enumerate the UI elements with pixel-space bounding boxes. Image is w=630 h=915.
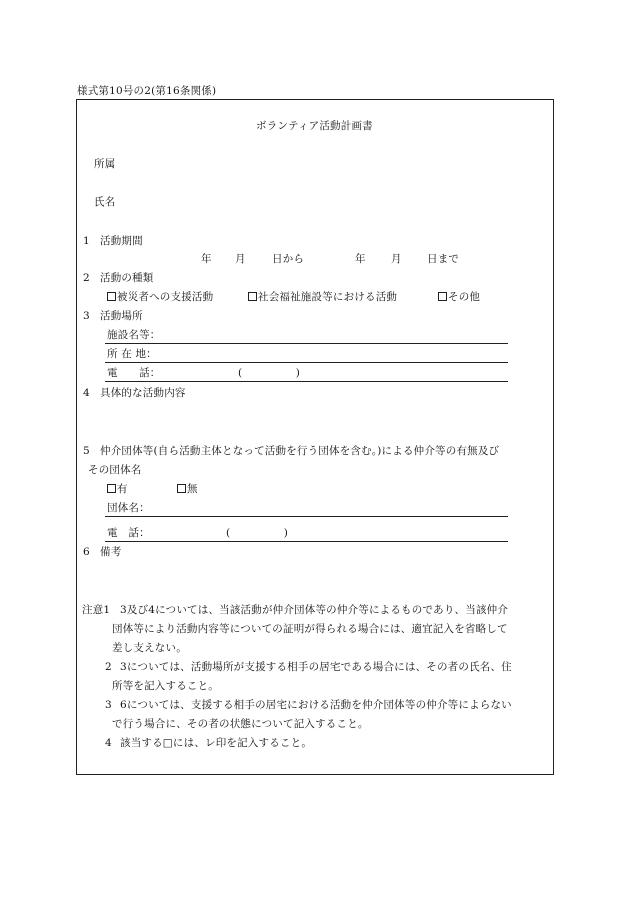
period-day-from: 日から (272, 253, 305, 265)
period-day-to: 日まで (427, 253, 460, 265)
form-frame (76, 99, 554, 775)
note2-number: 2 (105, 661, 112, 673)
period-year-to: 年 (355, 253, 366, 265)
note3-number: 3 (105, 699, 112, 711)
form-number: 様式第10号の2(第16条関係) (77, 85, 217, 97)
org-name-field-line[interactable] (105, 516, 508, 517)
place-phone-label: 電 話： (107, 367, 161, 379)
item4-label: 具体的な活動内容 (100, 387, 186, 399)
item3-number: 3 (83, 310, 90, 322)
org-phone-paren: ( ) (226, 527, 289, 539)
intermediary-yes[interactable]: 有 (107, 484, 128, 495)
type-option-disaster[interactable]: 被災者への支援活動 (107, 292, 213, 303)
item2-number: 2 (83, 272, 90, 284)
item6-label: 備考 (100, 546, 122, 558)
note4-number: 4 (105, 737, 112, 749)
item1-number: 1 (83, 235, 90, 247)
form-title: ボランティア活動計画書 (256, 120, 373, 132)
place-phone-field-line[interactable] (105, 381, 508, 382)
note1-line2: 団体等により活動内容等についての証明が得られる場合には、適宜記入を省略して (112, 623, 508, 635)
period-month-to: 月 (391, 253, 402, 265)
item1-label: 活動期間 (100, 235, 143, 247)
item5-label-line1: 仲介団体等(自ら活動主体となって活動を行う団体を含む。)による仲介等の有無及び (100, 445, 500, 457)
note1-line1: 3及び4については、当該活動が仲介団体等の仲介等によるものであり、当該仲介 (120, 604, 509, 616)
facility-label: 施設名等： (107, 329, 161, 341)
item3-label: 活動場所 (100, 310, 143, 322)
note1-line3: 差し支えない。 (112, 642, 187, 654)
item6-number: 6 (83, 546, 90, 558)
type-option-welfare[interactable]: 社会福祉施設等における活動 (248, 292, 397, 303)
checkbox-icon[interactable] (438, 292, 447, 301)
org-name-label: 団体名： (107, 502, 150, 514)
note3-line1: 6については、支援する相手の居宅における活動を仲介団体等の仲介等によらない (120, 699, 512, 711)
checkbox-icon[interactable] (107, 484, 116, 493)
checkbox-icon[interactable] (107, 292, 116, 301)
affiliation-label: 所属 (94, 158, 116, 170)
note2-line2: 所等を記入すること。 (112, 680, 219, 692)
item4-number: 4 (83, 387, 90, 399)
facility-field-line[interactable] (105, 343, 508, 344)
org-phone-field-line[interactable] (105, 541, 508, 542)
period-month-from: 月 (235, 253, 246, 265)
item2-label: 活動の種類 (100, 272, 154, 284)
note2-line1: 3については、活動場所が支援する相手の居宅である場合には、その者の氏名、住 (120, 661, 512, 673)
type-option-other[interactable]: その他 (438, 292, 480, 303)
name-label: 氏名 (94, 196, 116, 208)
address-field-line[interactable] (105, 362, 508, 363)
address-label: 所 在 地： (107, 348, 157, 360)
org-phone-label: 電 話： (107, 527, 150, 539)
note3-line2: で行う場合に、その者の状態について記入すること。 (112, 718, 369, 730)
item5-number: 5 (83, 445, 90, 457)
item5-label-line2: その団体名 (88, 464, 142, 476)
place-phone-paren: ( ) (238, 367, 301, 379)
intermediary-no[interactable]: 無 (177, 484, 198, 495)
period-year-from: 年 (201, 253, 212, 265)
checkbox-icon[interactable] (177, 484, 186, 493)
notes-prefix: 注意1 (82, 604, 111, 616)
checkbox-icon[interactable] (248, 292, 257, 301)
note4-line1: 該当する□には、レ印を記入すること。 (120, 737, 313, 749)
